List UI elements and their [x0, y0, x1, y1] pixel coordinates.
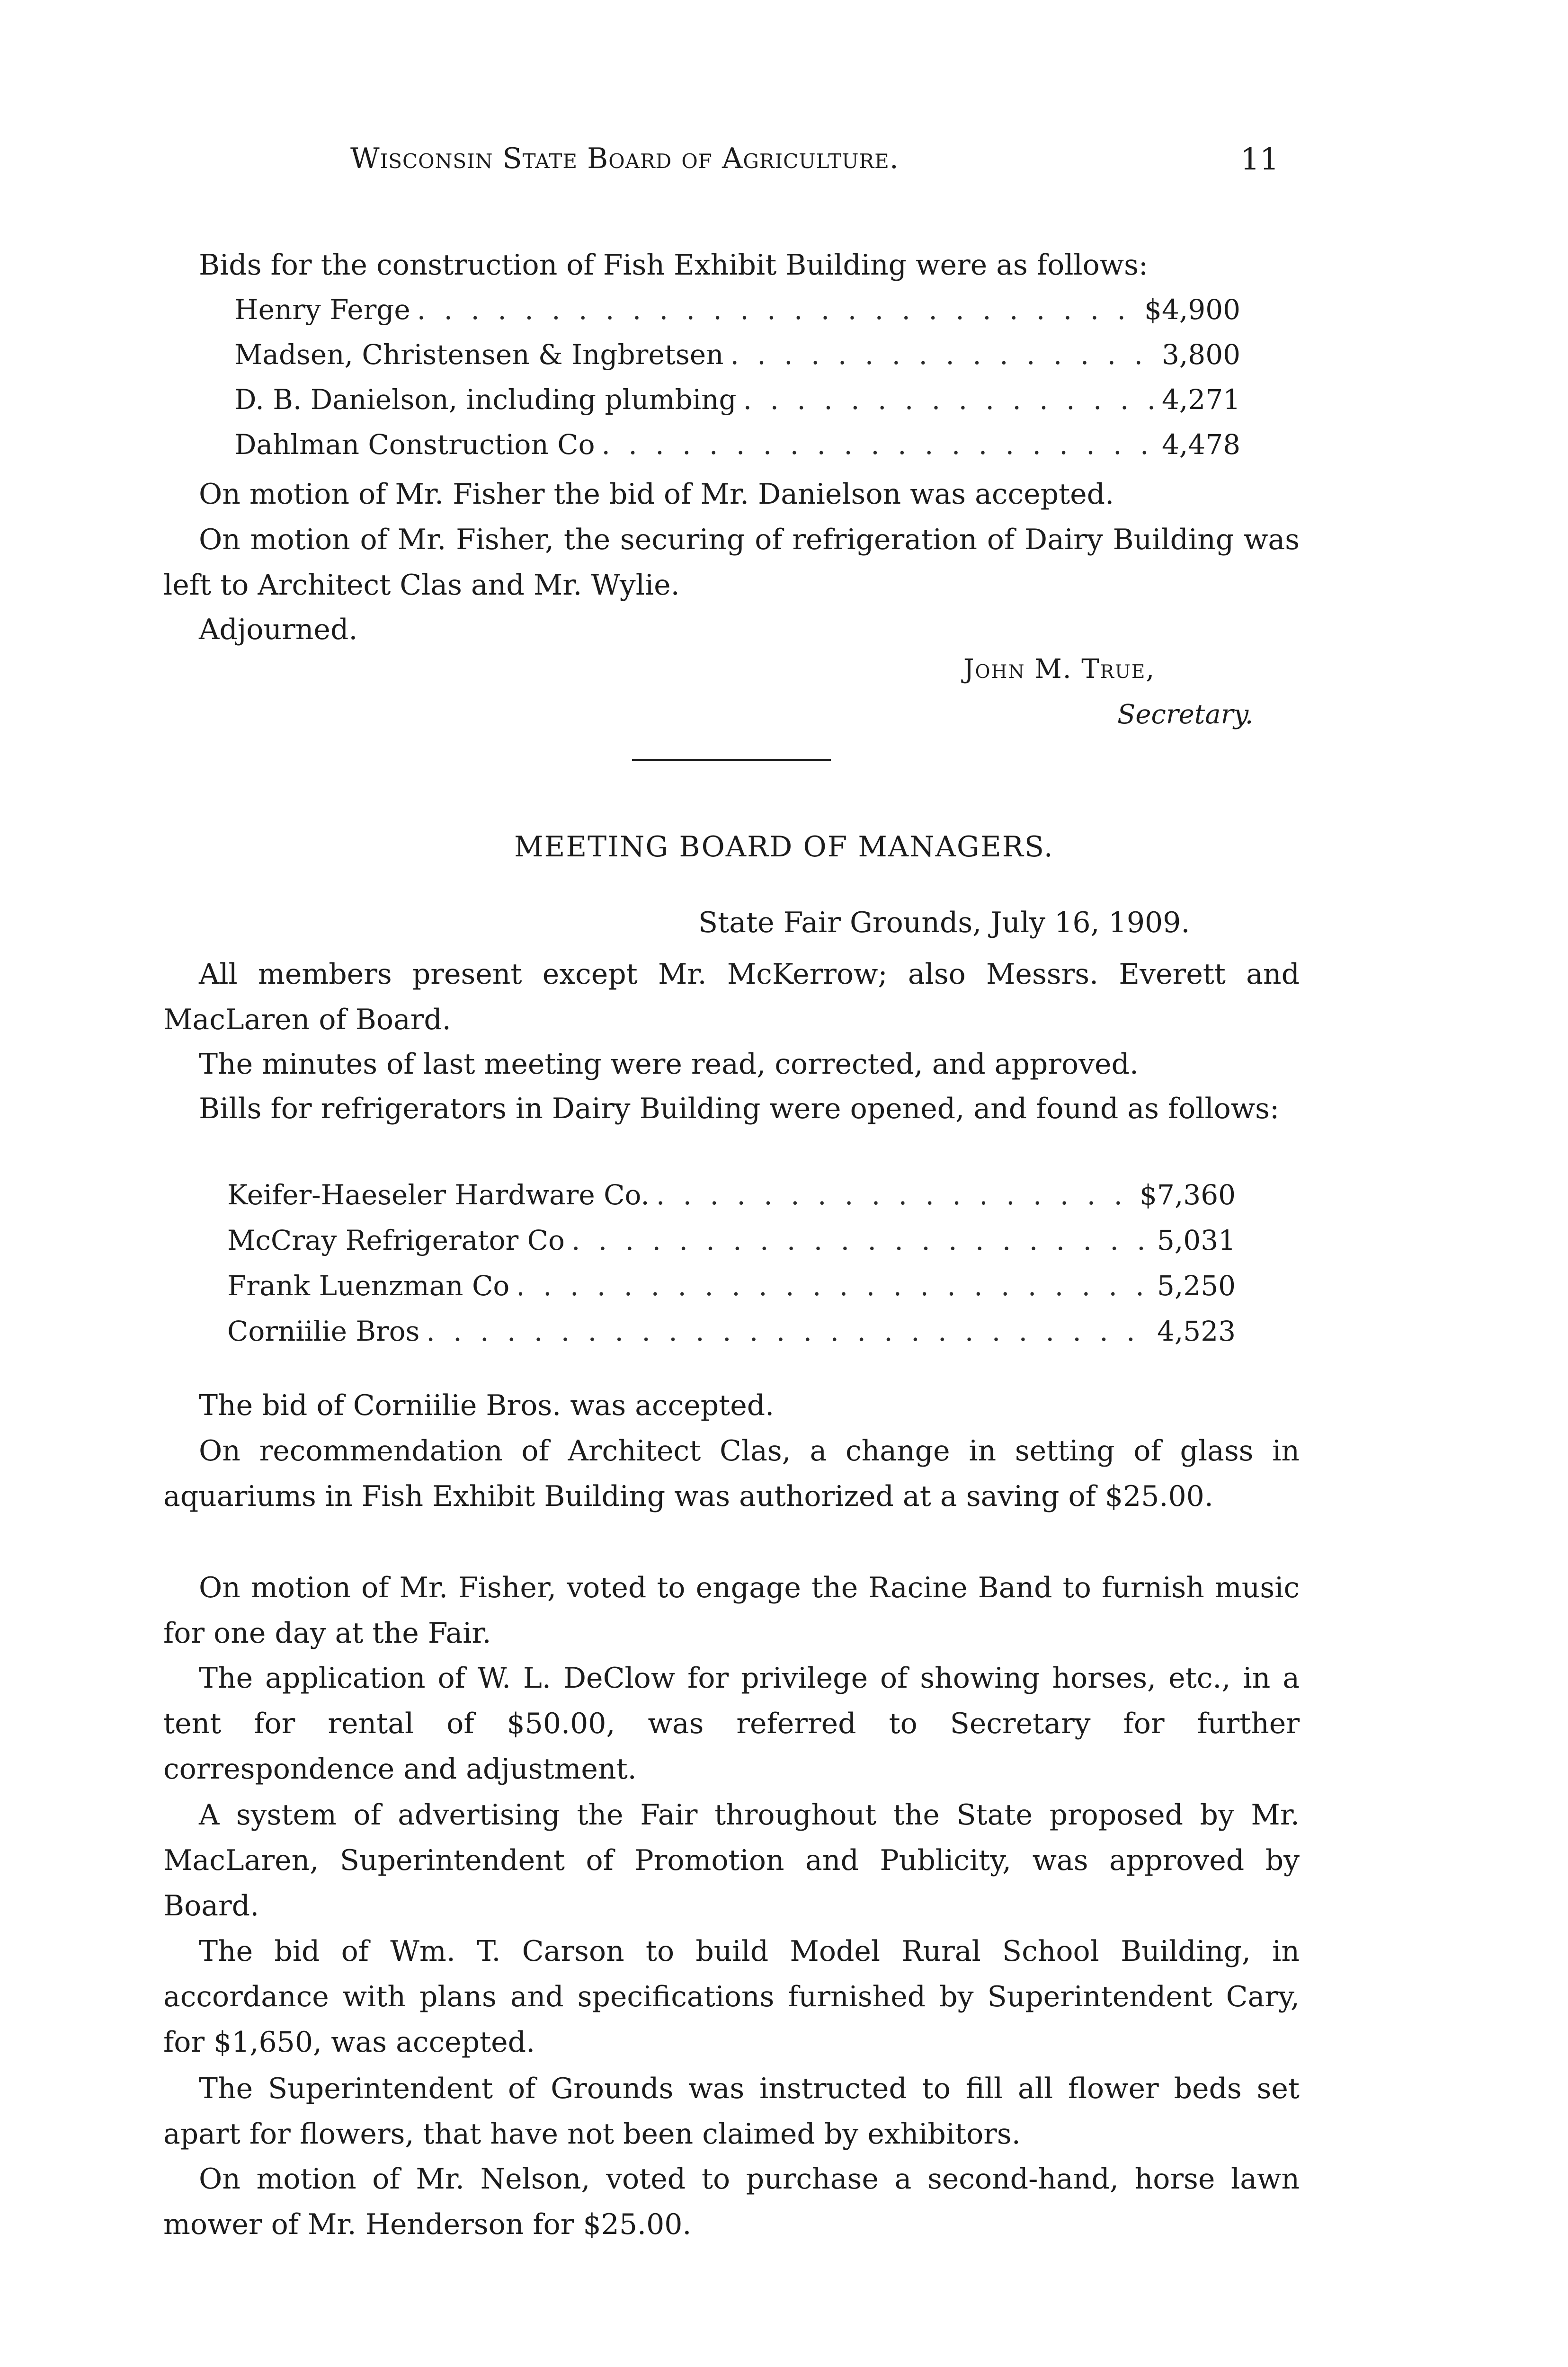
dot-leader: [426, 1314, 1150, 1348]
motion-paragraph: On motion of Mr. Fisher the bid of Mr. Danielson was accepted.: [199, 478, 1114, 511]
bid-amount: 4,523: [1157, 1315, 1236, 1347]
dot-leader: [571, 1223, 1150, 1257]
fish-bid-row: [234, 427, 1240, 462]
dot-leader: [730, 338, 1155, 372]
bid-amount: 4,271: [1161, 383, 1240, 416]
bidder-name: D. B. Danielson, including plumbing: [234, 383, 737, 416]
motion-paragraph: On motion of Mr. Fisher, the securing of refrigeration of Dairy Building was left to Architect Clas and Mr. Wylie.: [163, 523, 1300, 602]
bid-amount: $7,360: [1140, 1179, 1236, 1211]
adjourned-text: Adjourned.: [199, 613, 358, 646]
meeting-paragraph: The Superintendent of Grounds was instructed to fill all flower beds set apart for flowers, that have not been claimed by exhibitors.: [163, 2072, 1300, 2151]
meeting-paragraph: A system of advertising the Fair throughout the State proposed by Mr. MacLaren, Superintendent of Promotion and Publicity, was approved by Board.: [163, 1798, 1300, 1922]
meeting-paragraph: Bills for refrigerators in Dairy Building were opened, and found as follows:: [199, 1092, 1280, 1125]
bid-amount: 3,800: [1161, 338, 1240, 371]
meeting-paragraph: The bid of Corniilie Bros. was accepted.: [199, 1389, 775, 1422]
bid-amount: 5,250: [1157, 1270, 1236, 1302]
bidder-name: Dahlman Construction Co: [234, 428, 595, 461]
fish-bid-row: [234, 338, 1240, 372]
bid-amount: 5,031: [1157, 1224, 1236, 1256]
meeting-paragraph: The bid of Wm. T. Carson to build Model Rural School Building, in accordance with plans and specifications furnished by Superintendent Cary, for $1,650, was accepted.: [163, 1935, 1300, 2059]
page-number: 11: [1240, 142, 1279, 177]
meeting-paragraph: All members present except Mr. McKerrow; also Messrs. Everett and MacLaren of Board.: [163, 958, 1300, 1036]
bidder-name: McCray Refrigerator Co: [227, 1224, 565, 1256]
refrigerator-bid-row: [227, 1314, 1236, 1348]
dot-leader: [417, 293, 1138, 327]
bid-amount: 4,478: [1161, 428, 1240, 461]
meeting-paragraph: The minutes of last meeting were read, corrected, and approved.: [199, 1048, 1139, 1081]
bidder-name: Henry Ferge: [234, 294, 410, 326]
refrigerator-bid-row: [227, 1269, 1236, 1303]
bidder-name: Corniilie Bros: [227, 1315, 420, 1347]
running-title: Wisconsin State Board of Agriculture.: [350, 142, 899, 175]
running-header: [0, 142, 1568, 189]
signature-name: John M. True,: [963, 654, 1156, 685]
bid-amount: $4,900: [1144, 294, 1240, 326]
meeting-paragraph: On recommendation of Architect Clas, a change in setting of glass in aquariums in Fish Exhibit Building was authorized at a saving of $25.00.: [163, 1434, 1300, 1513]
meeting-dateline: State Fair Grounds, July 16, 1909.: [698, 906, 1190, 939]
bidder-name: Keifer-Haeseler Hardware Co.: [227, 1179, 650, 1211]
signature-title: Secretary.: [1117, 699, 1254, 730]
meeting-paragraph: On motion of Mr. Nelson, voted to purchase a second-hand, horse lawn mower of Mr. Henderson for $25.00.: [163, 2162, 1300, 2241]
dot-leader: [743, 383, 1155, 417]
bidder-name: Madsen, Christensen & Ingbretsen: [234, 338, 724, 371]
refrigerator-bid-row: [227, 1223, 1236, 1257]
meeting-paragraph: On motion of Mr. Fisher, voted to engage the Racine Band to furnish music for one day at the Fair.: [163, 1571, 1300, 1650]
fish-bid-row: [234, 293, 1240, 327]
bidder-name: Frank Luenzman Co: [227, 1270, 510, 1302]
section-divider: [632, 759, 831, 761]
meeting-paragraph: The application of W. L. DeClow for privilege of showing horses, etc., in a tent for rental of $50.00, was referred to Secretary for further correspondence and adjustment.: [163, 1662, 1300, 1786]
section-heading: MEETING BOARD OF MANAGERS.: [514, 830, 1054, 863]
fish-bid-row: [234, 383, 1240, 417]
refrigerator-bid-row: [227, 1178, 1236, 1212]
fish-bids-intro: Bids for the construction of Fish Exhibit Building were as follows:: [199, 249, 1149, 282]
dot-leader: [602, 427, 1155, 462]
dot-leader: [516, 1269, 1150, 1303]
dot-leader: [656, 1178, 1133, 1212]
